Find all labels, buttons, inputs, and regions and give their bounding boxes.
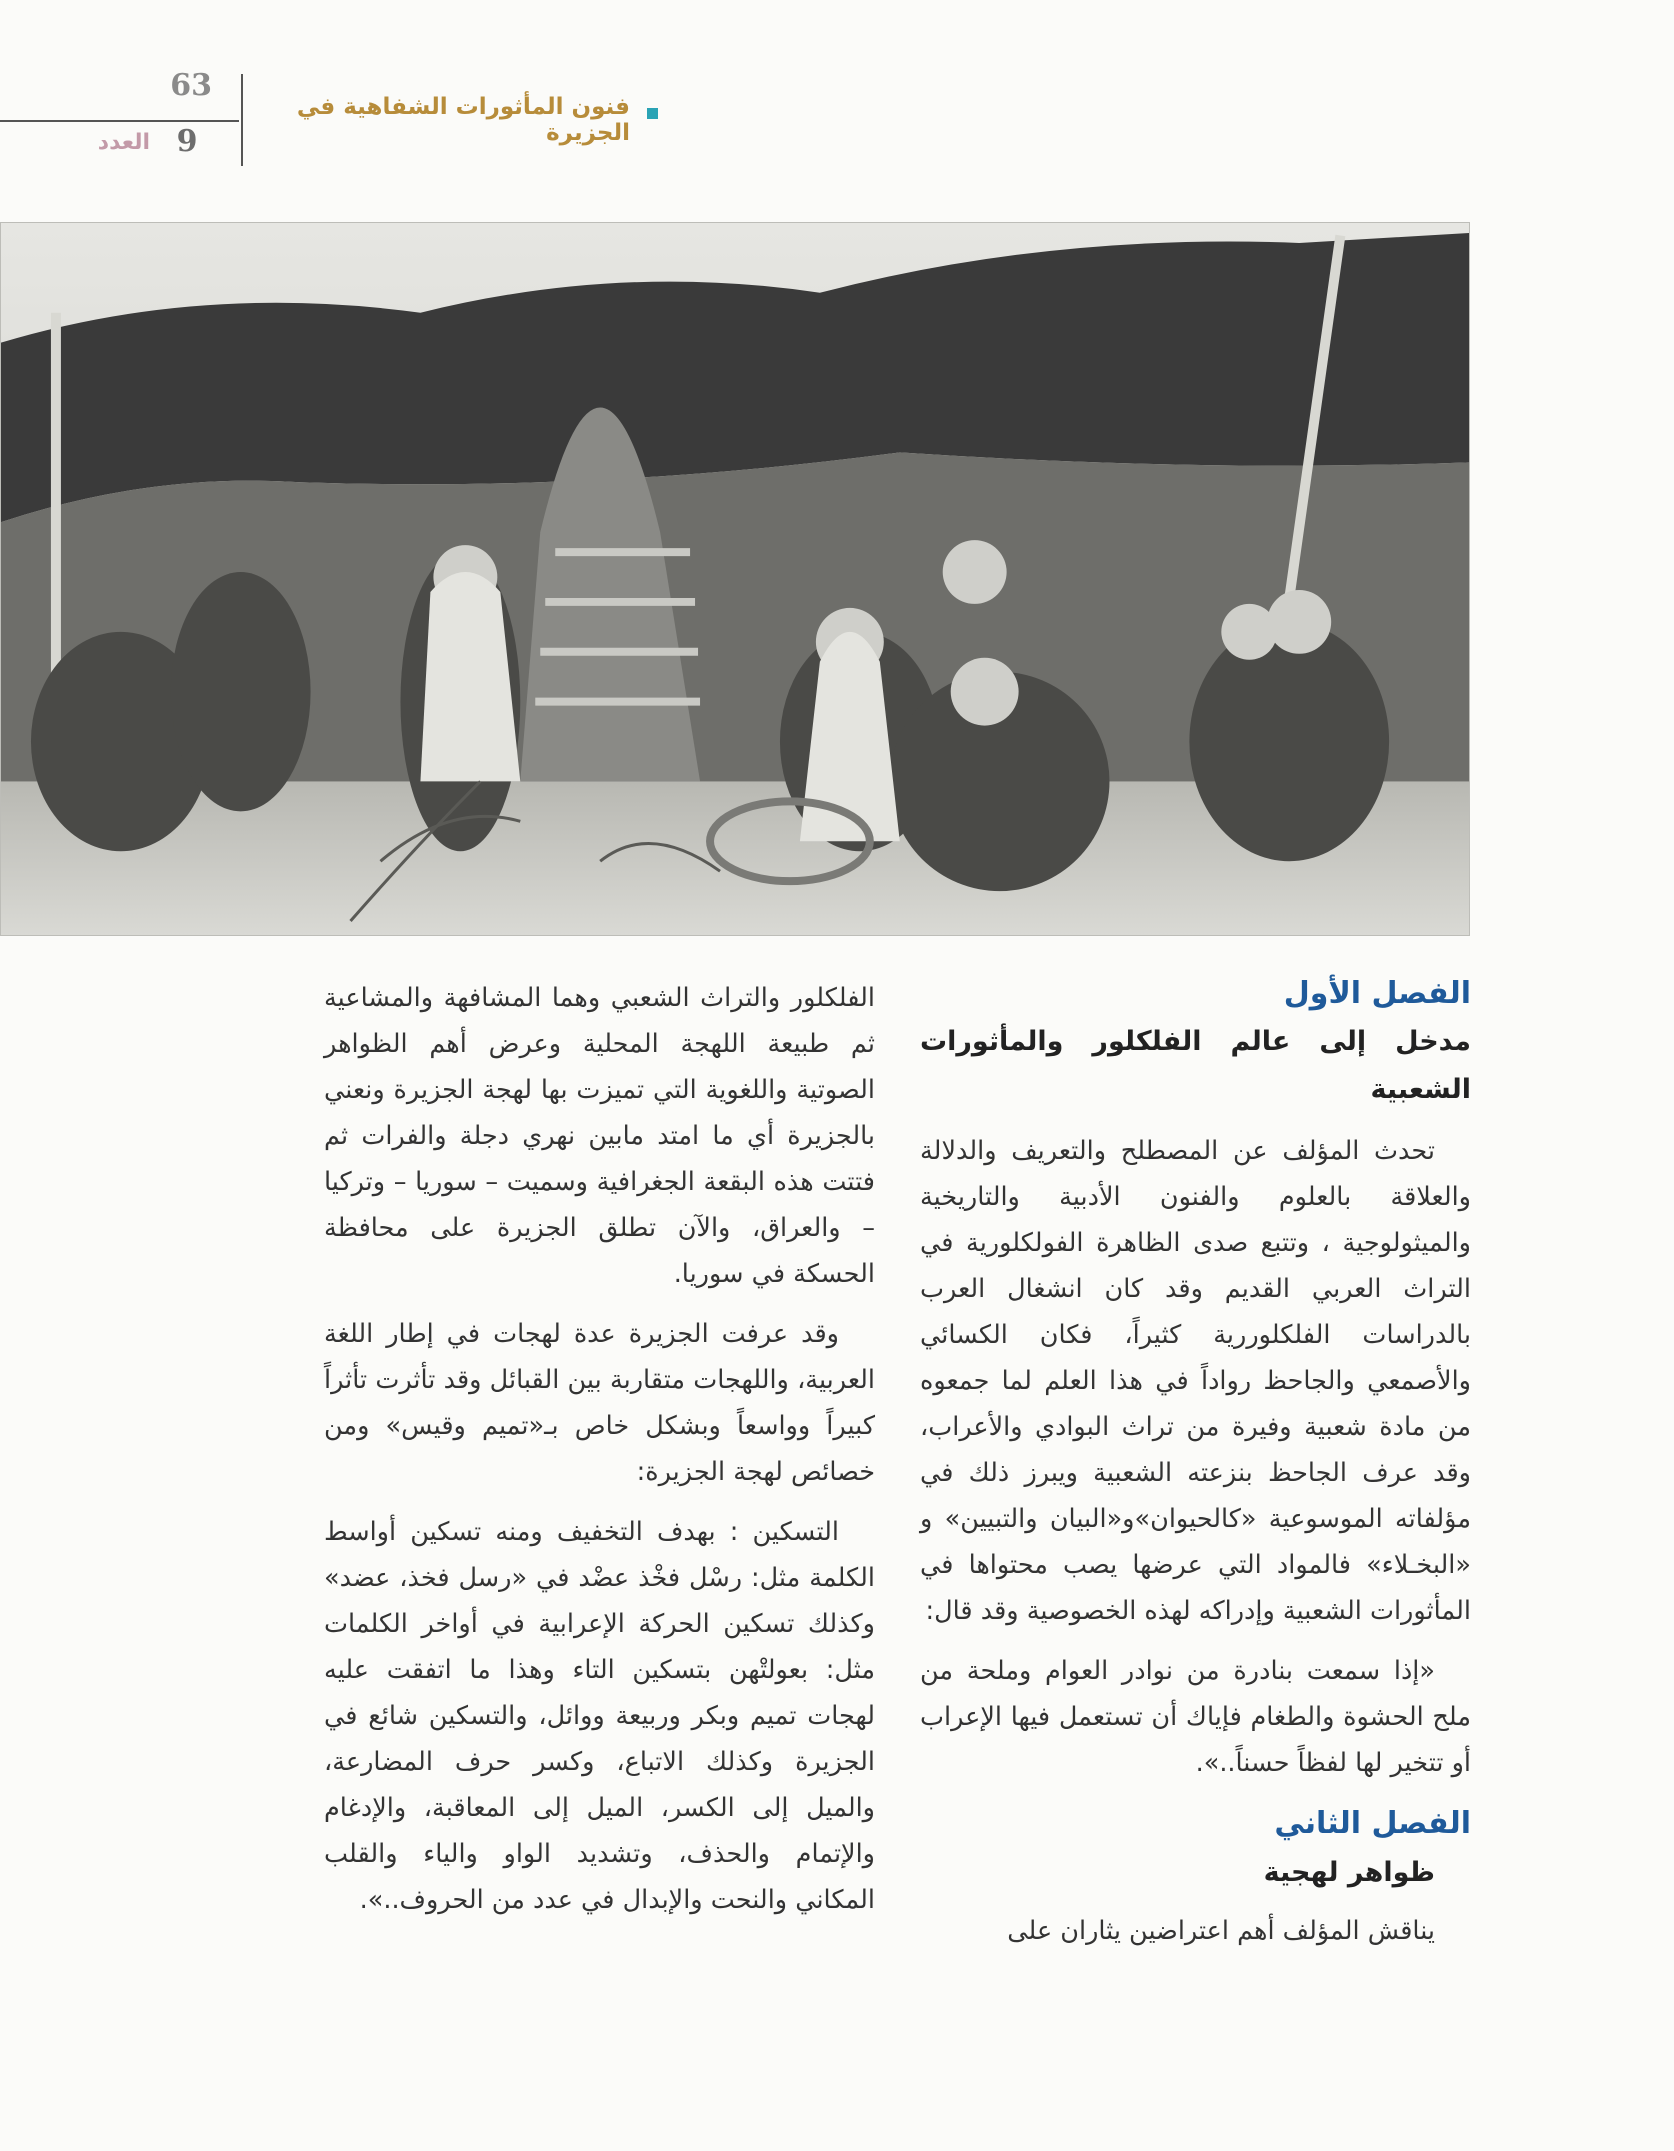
header-rule <box>0 120 239 122</box>
chapter-2-subtitle: ظواهر لهجية <box>1263 1857 1435 1888</box>
paragraph: وقد عرفت الجزيرة عدة لهجات في إطار اللغة العربية، واللهجات متقاربة بين القبائل وقد تأثرت تأثراً كبيراً وواسعاً وبشكل خاص بـ«تميم وقيس» ومن خصائص لهجة الجزيرة: <box>324 1319 875 1487</box>
paragraph: التسكين : بهدف التخفيف ومنه تسكين أواسط الكلمة مثل: رسْل فخْذ عضْد في «رسل فخذ، عضد» وكذلك تسكين الحركة الإعرابية في أواخر الكلمات مثل: بعولتْهن بتسكين التاء وهذا ما اتفقت عليه لهجات تميم وبكر وربيعة ووائل، والتسكين شائع في الجزيرة وكذلك الاتباع، وكسر حرف المضارعة، والميل إلى الكسر، الميل إلى المعاقبة، والإدغام والإتمام والحذف، وتشديد الواو والياء والقلب المكاني والنحت والإبدال في عدد من الحروف..». <box>324 1517 875 1915</box>
paragraph: يناقش المؤلف أهم اعتراضين يثاران على <box>1007 1916 1435 1946</box>
paragraph: تحدث المؤلف عن المصطلح والتعريف والدلالة والعلاقة بالعلوم والفنون الأدبية والتاريخية والميثولوجية ، وتتبع صدى الظاهرة الفولكلورية في التراث العربي القديم وقد كان انشغال العرب بالدراسات الفلكلوررية كثيراً، فكان الكسائي والأصمعي والجاحظ رواداً في هذا العلم لما جمعوه من مادة شعبية وفيرة من تراث البوادي والأعراب، وقد عرف الجاحظ بنزعته الشعبية ويبرز ذلك في مؤلفاته الموسوعية «كالحيوان»و«البيان والتبيين» و «البخـلاء» فالمواد التي عرضها يصب محتواها في المأثورات الشعبية وإدراكه لهذه الخصوصية وقد قال: <box>920 1136 1471 1626</box>
page-number: 63 <box>170 68 212 103</box>
chapter-2-title: الفصل الثاني <box>1274 1806 1471 1841</box>
square-bullet-icon <box>647 108 658 119</box>
chapter-1-subtitle: مدخل إلى عالم الفلكلور والمأثورات الشعبية <box>920 1026 1471 1105</box>
right-column <box>920 970 1471 1968</box>
photo-bedouin-tent <box>1 223 1469 935</box>
running-title: فنون المأثورات الشفاهية في الجزيرة <box>296 94 630 146</box>
paragraph: الفلكلور والتراث الشعبي وهما المشافهة والمشاعية ثم طبيعة اللهجة المحلية وعرض أهم الظواهر الصوتية واللغوية التي تميزت بها لهجة الجزيرة ونعني بالجزيرة أي ما امتد مابين نهري دجلة والفرات ثم فتتت هذه البقعة الجغرافية وسميت – سوريا – وتركيا – والعراق، والآن تطلق الجزيرة على محافظة الحسكة في سوريا. <box>324 983 875 1289</box>
issue-label: العدد <box>97 130 150 155</box>
article-photo <box>0 222 1470 936</box>
header-divider <box>241 74 243 166</box>
issue-number: 9 <box>176 124 198 159</box>
left-column <box>324 975 875 1937</box>
quote-paragraph: «إذا سمعت بنادرة من نوادر العوام وملحة من ملح الحشوة والطغام فإياك أن تستعمل فيها الإعراب أو تتخير لها لفظاً حسناً..». <box>920 1656 1471 1778</box>
chapter-1-title: الفصل الأول <box>1283 976 1471 1011</box>
